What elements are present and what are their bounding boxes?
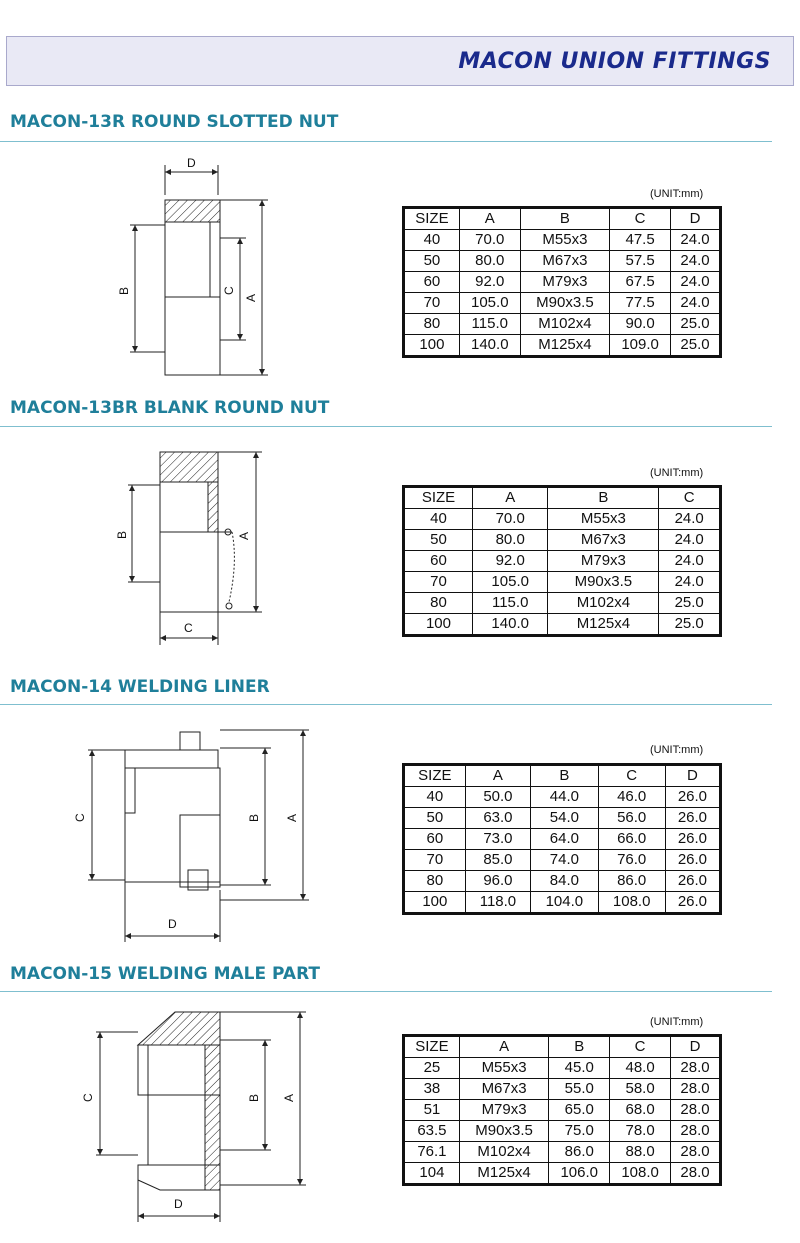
table-cell: M90x3.5 — [520, 293, 609, 314]
section-title-14: MACON-14 WELDING LINER — [10, 677, 270, 697]
column-header: C — [610, 209, 671, 230]
table-cell: 75.0 — [549, 1121, 610, 1142]
table-cell: 104 — [405, 1163, 460, 1184]
table-row — [405, 530, 720, 551]
table-cell: 25 — [405, 1058, 460, 1079]
table-cell: 86.0 — [598, 871, 665, 892]
table-cell: 51 — [405, 1100, 460, 1121]
table-cell: 28.0 — [671, 1058, 720, 1079]
table-cell: 50 — [405, 808, 466, 829]
table-row — [405, 593, 720, 614]
table-cell: 85.0 — [465, 850, 531, 871]
page-title: MACON UNION FITTINGS — [458, 49, 771, 74]
section-title-15: MACON-15 WELDING MALE PART — [10, 964, 321, 984]
table-cell: M125x4 — [520, 335, 609, 356]
table-cell: 24.0 — [659, 530, 720, 551]
column-header: C — [598, 766, 665, 787]
table-cell: M55x3 — [520, 230, 609, 251]
table-cell: 50 — [405, 251, 460, 272]
column-header: SIZE — [405, 488, 473, 509]
table-cell: 90.0 — [610, 314, 671, 335]
table-cell: 109.0 — [610, 335, 671, 356]
table-row — [405, 1163, 720, 1184]
column-header: D — [671, 209, 720, 230]
table-cell: M55x3 — [548, 509, 659, 530]
table-cell: 100 — [405, 614, 473, 635]
table-cell: 60 — [405, 272, 460, 293]
table-cell: 118.0 — [465, 892, 531, 913]
table-row — [405, 892, 720, 913]
table-row — [405, 787, 720, 808]
column-header: B — [548, 488, 659, 509]
table-cell: 104.0 — [531, 892, 598, 913]
table-cell: M125x4 — [548, 614, 659, 635]
section-divider — [0, 426, 772, 427]
table-row — [405, 251, 720, 272]
table-row — [405, 871, 720, 892]
column-header: A — [459, 1037, 548, 1058]
table-row — [405, 850, 720, 871]
unit-label: (UNIT:mm) — [650, 1016, 704, 1028]
table-cell: 80.0 — [472, 530, 547, 551]
table-cell: M90x3.5 — [459, 1121, 548, 1142]
table-cell: 108.0 — [598, 892, 665, 913]
table-cell: 40 — [405, 230, 460, 251]
table-cell: 24.0 — [671, 230, 720, 251]
spec-table-13br — [404, 487, 720, 635]
table-cell: 86.0 — [549, 1142, 610, 1163]
table-cell: 57.5 — [610, 251, 671, 272]
table-cell: M79x3 — [548, 551, 659, 572]
table-cell: 44.0 — [531, 787, 598, 808]
table-cell: M67x3 — [459, 1079, 548, 1100]
table-cell: M79x3 — [459, 1100, 548, 1121]
table-cell: 70 — [405, 293, 460, 314]
column-header: A — [472, 488, 547, 509]
table-cell: 24.0 — [659, 551, 720, 572]
table-cell: 80 — [405, 871, 466, 892]
table-cell: 25.0 — [671, 314, 720, 335]
table-cell: 28.0 — [671, 1163, 720, 1184]
table-cell: 24.0 — [659, 509, 720, 530]
column-header: C — [610, 1037, 671, 1058]
table-cell: 76.0 — [598, 850, 665, 871]
section-divider — [0, 141, 772, 142]
header-banner — [6, 36, 794, 86]
table-cell: 26.0 — [665, 787, 719, 808]
table-row — [405, 1121, 720, 1142]
table-cell: 78.0 — [610, 1121, 671, 1142]
dim-label-a: A — [282, 1093, 296, 1102]
table-cell: 96.0 — [465, 871, 531, 892]
table-cell: 26.0 — [665, 892, 719, 913]
table-cell: 40 — [405, 787, 466, 808]
table-cell: M125x4 — [459, 1163, 548, 1184]
table-cell: 106.0 — [549, 1163, 610, 1184]
diagram-13br-blank-round-nut — [110, 440, 280, 655]
table-row — [405, 1079, 720, 1100]
table-cell: 24.0 — [659, 572, 720, 593]
table-row — [405, 614, 720, 635]
table-cell: M102x4 — [520, 314, 609, 335]
table-cell: 55.0 — [549, 1079, 610, 1100]
table-row — [405, 272, 720, 293]
spec-table-15 — [404, 1036, 720, 1184]
table-cell: 73.0 — [465, 829, 531, 850]
table-cell: 26.0 — [665, 871, 719, 892]
table-cell: 63.0 — [465, 808, 531, 829]
table-cell: 25.0 — [659, 593, 720, 614]
table-cell: 80 — [405, 593, 473, 614]
dim-label-b: B — [247, 1093, 261, 1102]
column-header: SIZE — [405, 1037, 460, 1058]
table-cell: 115.0 — [459, 314, 520, 335]
table-cell: 40 — [405, 509, 473, 530]
table-cell: M55x3 — [459, 1058, 548, 1079]
table-cell: 50.0 — [465, 787, 531, 808]
diagram-13r-round-slotted-nut — [110, 150, 280, 380]
table-cell: 140.0 — [459, 335, 520, 356]
dim-label-a: A — [244, 293, 258, 302]
table-cell: 47.5 — [610, 230, 671, 251]
diagram-14-welding-liner — [60, 720, 320, 945]
table-row — [405, 808, 720, 829]
unit-label: (UNIT:mm) — [650, 188, 704, 200]
column-header: C — [659, 488, 720, 509]
table-row — [405, 551, 720, 572]
table-cell: 58.0 — [610, 1079, 671, 1100]
table-cell: 65.0 — [549, 1100, 610, 1121]
table-cell: 24.0 — [671, 293, 720, 314]
table-cell: 60 — [405, 551, 473, 572]
column-header: D — [671, 1037, 720, 1058]
table-cell: 92.0 — [459, 272, 520, 293]
table-cell: 92.0 — [472, 551, 547, 572]
section-divider — [0, 704, 772, 705]
table-cell: 100 — [405, 335, 460, 356]
table-cell: 60 — [405, 829, 466, 850]
section-title-13br: MACON-13BR BLANK ROUND NUT — [10, 398, 330, 418]
table-cell: 46.0 — [598, 787, 665, 808]
table-cell: 63.5 — [405, 1121, 460, 1142]
dim-label-c: C — [81, 1093, 95, 1102]
table-cell: 26.0 — [665, 829, 719, 850]
table-cell: M67x3 — [548, 530, 659, 551]
dim-label-d: D — [168, 917, 177, 931]
table-cell: 88.0 — [610, 1142, 671, 1163]
table-cell: M102x4 — [548, 593, 659, 614]
table-cell: 80.0 — [459, 251, 520, 272]
table-cell: 76.1 — [405, 1142, 460, 1163]
table-cell: 28.0 — [671, 1142, 720, 1163]
table-cell: 70.0 — [459, 230, 520, 251]
unit-label: (UNIT:mm) — [650, 467, 704, 479]
table-cell: 77.5 — [610, 293, 671, 314]
dim-label-d: D — [187, 156, 196, 170]
table-cell: 26.0 — [665, 850, 719, 871]
table-cell: M102x4 — [459, 1142, 548, 1163]
table-cell: 70.0 — [472, 509, 547, 530]
table-row — [405, 509, 720, 530]
table-cell: 28.0 — [671, 1079, 720, 1100]
table-row — [405, 1142, 720, 1163]
table-cell: 70 — [405, 850, 466, 871]
table-cell: 68.0 — [610, 1100, 671, 1121]
column-header: D — [665, 766, 719, 787]
column-header: B — [531, 766, 598, 787]
table-cell: 105.0 — [459, 293, 520, 314]
table-cell: 108.0 — [610, 1163, 671, 1184]
dim-label-a: A — [285, 813, 299, 822]
unit-label: (UNIT:mm) — [650, 744, 704, 756]
dim-label-a: A — [237, 531, 251, 540]
table-row — [405, 829, 720, 850]
dim-label-c: C — [184, 621, 193, 635]
section-title-13r: MACON-13R ROUND SLOTTED NUT — [10, 112, 339, 132]
column-header: B — [549, 1037, 610, 1058]
table-cell: 66.0 — [598, 829, 665, 850]
column-header: SIZE — [405, 209, 460, 230]
table-row — [405, 1058, 720, 1079]
dim-label-b: B — [117, 286, 131, 295]
column-header: SIZE — [405, 766, 466, 787]
table-cell: 24.0 — [671, 272, 720, 293]
table-cell: 54.0 — [531, 808, 598, 829]
section-divider — [0, 991, 772, 992]
table-row — [405, 314, 720, 335]
table-cell: 48.0 — [610, 1058, 671, 1079]
table-cell: 115.0 — [472, 593, 547, 614]
table-cell: 67.5 — [610, 272, 671, 293]
dim-label-b: B — [247, 813, 261, 822]
table-cell: 28.0 — [671, 1100, 720, 1121]
table-cell: 70 — [405, 572, 473, 593]
diagram-15-welding-male-part — [60, 1000, 320, 1230]
table-cell: 26.0 — [665, 808, 719, 829]
table-cell: 25.0 — [671, 335, 720, 356]
table-cell: 140.0 — [472, 614, 547, 635]
spec-table-14 — [404, 765, 720, 913]
table-cell: 28.0 — [671, 1121, 720, 1142]
table-cell: 105.0 — [472, 572, 547, 593]
table-row — [405, 230, 720, 251]
table-row — [405, 572, 720, 593]
column-header: A — [465, 766, 531, 787]
table-cell: M79x3 — [520, 272, 609, 293]
table-cell: 100 — [405, 892, 466, 913]
table-cell: 80 — [405, 314, 460, 335]
table-cell: 56.0 — [598, 808, 665, 829]
table-cell: 84.0 — [531, 871, 598, 892]
dim-label-c: C — [222, 286, 236, 295]
table-cell: 74.0 — [531, 850, 598, 871]
spec-table-13r — [404, 208, 720, 356]
table-cell: 25.0 — [659, 614, 720, 635]
dim-label-b: B — [115, 530, 129, 539]
dim-label-c: C — [73, 813, 87, 822]
dim-label-d: D — [174, 1197, 183, 1211]
table-cell: 38 — [405, 1079, 460, 1100]
column-header: A — [459, 209, 520, 230]
table-cell: M90x3.5 — [548, 572, 659, 593]
table-cell: 64.0 — [531, 829, 598, 850]
table-row — [405, 1100, 720, 1121]
column-header: B — [520, 209, 609, 230]
table-row — [405, 293, 720, 314]
table-cell: 50 — [405, 530, 473, 551]
table-cell: 24.0 — [671, 251, 720, 272]
table-cell: 45.0 — [549, 1058, 610, 1079]
table-cell: M67x3 — [520, 251, 609, 272]
table-row — [405, 335, 720, 356]
